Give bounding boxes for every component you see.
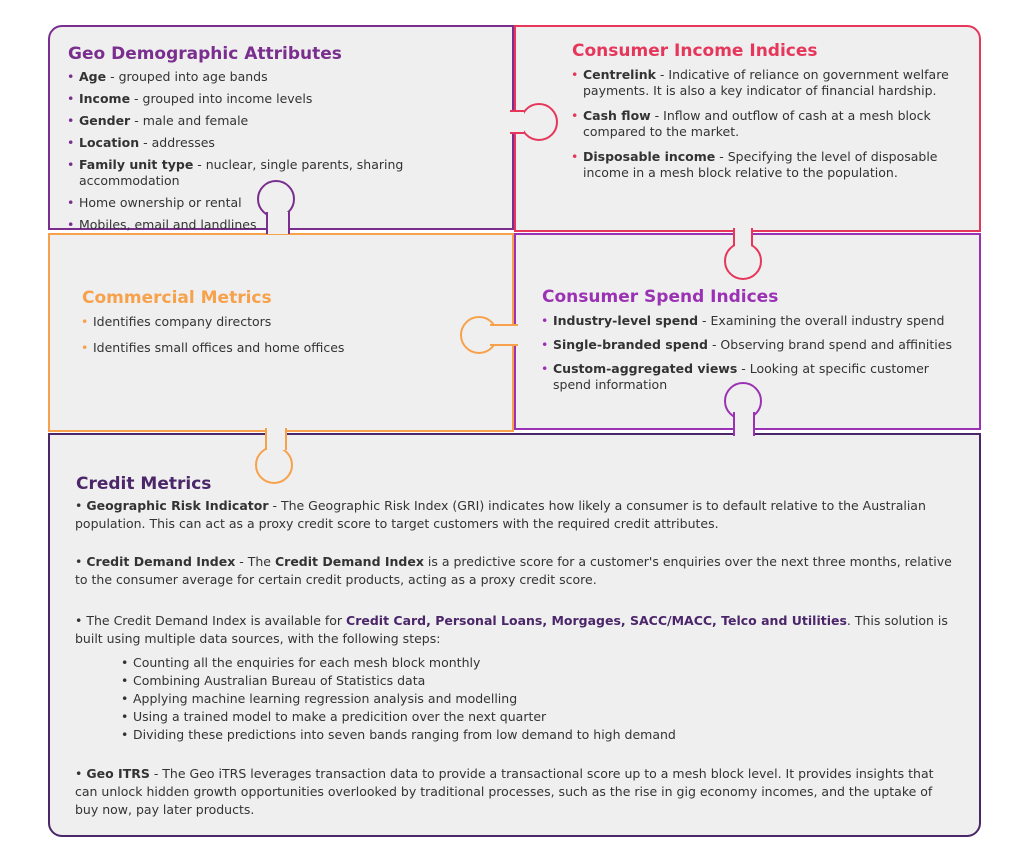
income-list (570, 67, 970, 181)
puzzle-neck-income-bottom (733, 228, 753, 246)
credit-paragraph-gri: • Geographic Risk Indicator - The Geographic Risk Index (GRI) indicates how likely a consumer is to default relative to the Australian population. This can act as a proxy credit score to target customers with the required credit attributes. (75, 498, 926, 531)
puzzle-knob-income-bottom (724, 242, 762, 280)
list-item: • Single-branded spend - Observing brand spend and affinities (540, 337, 960, 353)
list-item: • Counting all the enquiries for each mesh block monthly (120, 654, 676, 672)
geo-title: Geo Demographic Attributes (68, 44, 342, 64)
credit-paragraph-cdi: • Credit Demand Index - The Credit Demand Index is a predictive score for a customer's enquiries over the next three months, relative to the consumer average for certain credit products, acting as a proxy credit score. (75, 554, 952, 587)
list-item: • Gender - male and female (66, 113, 506, 129)
income-title: Consumer Income Indices (572, 41, 818, 61)
list-item: • Identifies company directors (80, 314, 450, 330)
list-item: • Age - grouped into age bands (66, 69, 506, 85)
puzzle-neck-commercial (490, 324, 518, 346)
spend-title: Consumer Spend Indices (542, 287, 779, 307)
list-item: • Combining Australian Bureau of Statistics data (120, 672, 676, 690)
puzzle-neck-income-left (510, 110, 524, 134)
list-item: • Income - grouped into income levels (66, 91, 506, 107)
list-item: • Family unit type - nuclear, single parents, sharing accommodation (66, 157, 506, 189)
credit-paragraph-itrs: • Geo ITRS - The Geo iTRS leverages transaction data to provide a transactional score up to a mesh block level. It provides insights that can unlock hidden growth opportunities overlooked by traditional processes, such as the rise in gig economy incomes, and the uptake of buy now, pay later products. (75, 766, 934, 817)
list-item: • Applying machine learning regression analysis and modelling (120, 690, 676, 708)
list-item: • Custom-aggregated views - Looking at specific customer spend information (540, 361, 960, 393)
list-item: • Using a trained model to make a predicition over the next quarter (120, 708, 676, 726)
list-item: • Dividing these predictions into seven bands ranging from low demand to high demand (120, 726, 676, 744)
list-item: • Home ownership or rental (66, 195, 506, 211)
puzzle-neck-commercial-bottom (265, 428, 287, 450)
commercial-title: Commercial Metrics (82, 288, 272, 308)
credit-title: Credit Metrics (76, 474, 212, 494)
puzzle-neck-spend (733, 412, 755, 436)
list-item: • Identifies small offices and home offices (80, 340, 450, 356)
puzzle-knob-income-left (520, 103, 558, 141)
geo-list (66, 69, 506, 233)
list-item: • Disposable income - Specifying the level of disposable income in a mesh block relative to the population. (570, 149, 970, 181)
list-item: • Location - addresses (66, 135, 506, 151)
list-item: • Industry-level spend - Examining the overall industry spend (540, 313, 960, 329)
list-item: • Cash flow - Inflow and outflow of cash at a mesh block compared to the market. (570, 108, 970, 140)
puzzle-knob-commercial-bottom (255, 446, 293, 484)
credit-steps-list (120, 654, 676, 744)
list-item: • Mobiles, email and landlines (66, 217, 506, 233)
list-item: • Centrelink - Indicative of reliance on government welfare payments. It is also a key indicator of financial hardship. (570, 67, 970, 99)
spend-list (540, 313, 960, 393)
credit-paragraph-availability: • The Credit Demand Index is available for Credit Card, Personal Loans, Morgages, SACC/MACC, Telco and Utilities. This solution is built using multiple data sources, with the following steps: (75, 613, 948, 646)
commercial-list (80, 314, 450, 356)
